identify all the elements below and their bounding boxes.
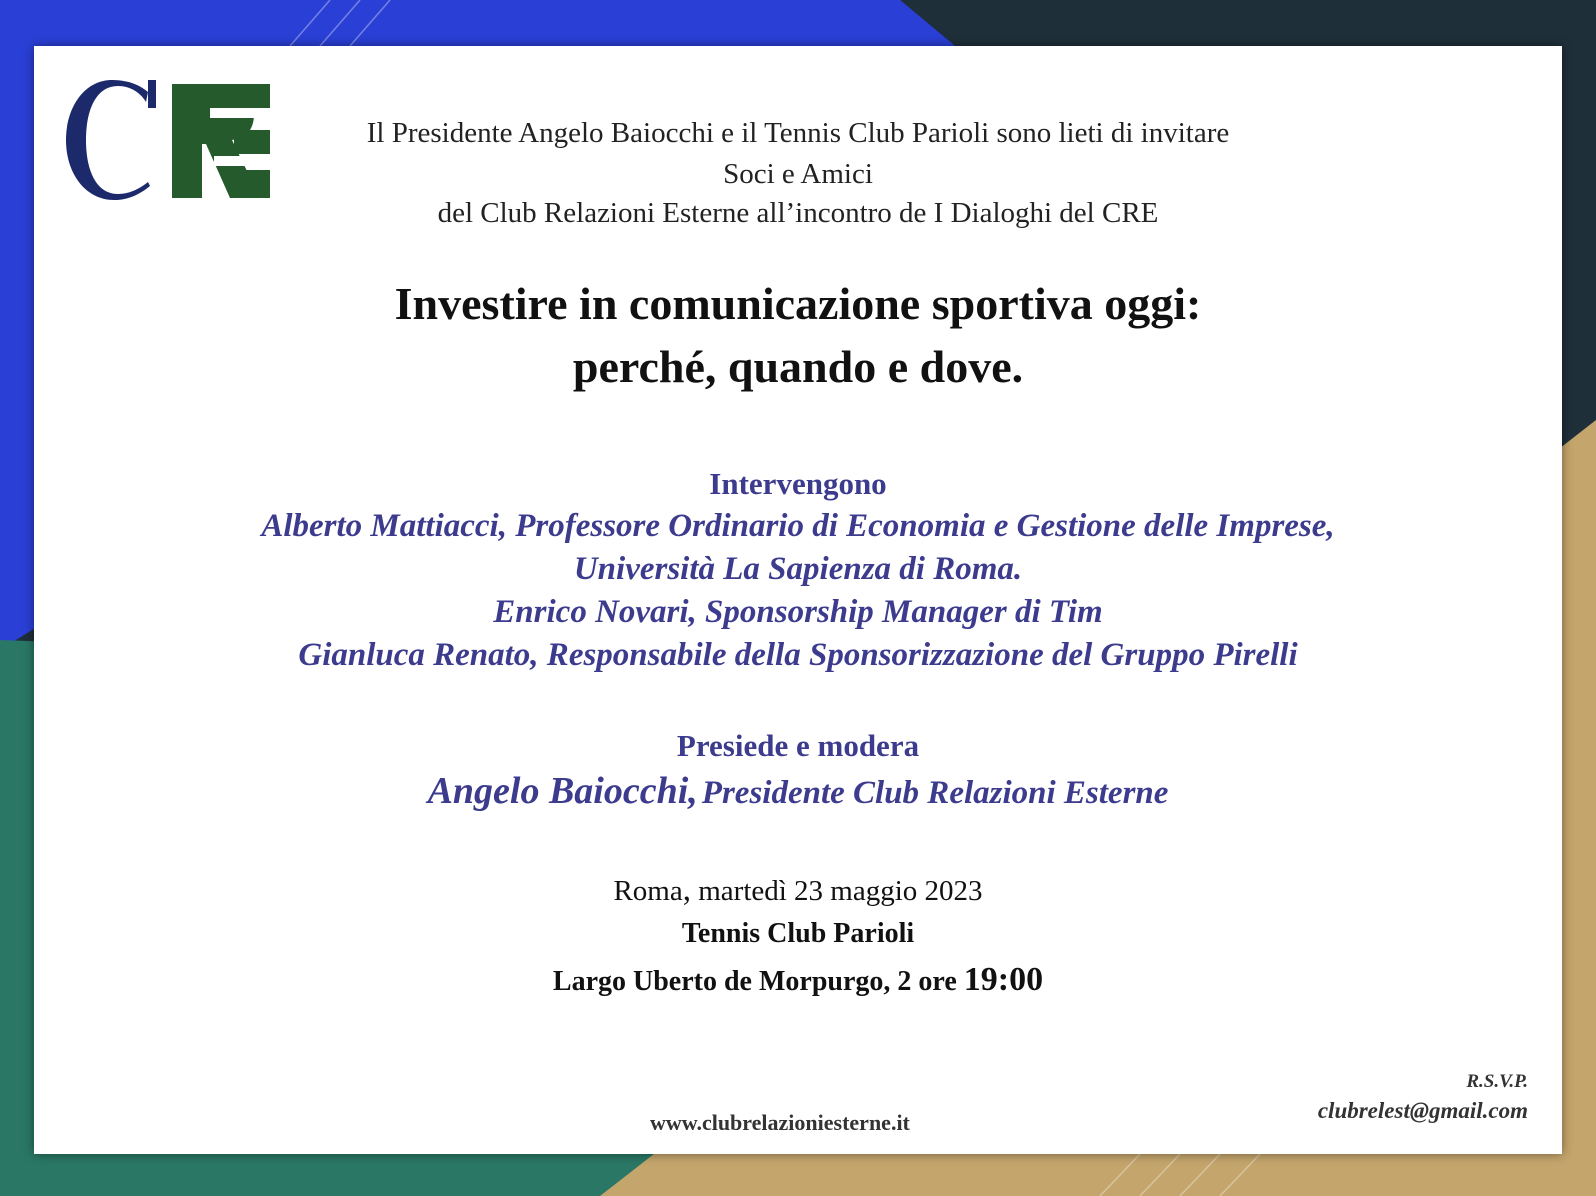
title-line-2: perché, quando e dove. [572,341,1024,392]
moderator-role: Presidente Club Relazioni Esterne [701,775,1169,811]
event-date-line [34,870,1562,911]
rsvp-block [1318,1068,1528,1126]
intro-line-3: del Club Relazioni Esterne all’incontro de I Dialoghi del CRE [437,197,1159,229]
event-venue: Tennis Club Parioli [681,918,915,949]
intro-line-1: Il Presidente Angelo Baiocchi e il Tennis Club Parioli sono lieti di invitare [366,117,1230,149]
moderator-name: Angelo Baiocchi, [427,770,698,812]
rsvp-email[interactable]: clubrelest@gmail.com [1317,1098,1528,1123]
event-title [34,272,1562,398]
speakers-section [34,462,1562,677]
event-address-line [34,957,1562,1005]
event-details [34,870,1562,1005]
speaker-line-3: Enrico Novari, Sponsorship Manager di Tim [493,594,1103,630]
moderator-heading: Presiede e modera [676,728,920,763]
invitation-intro [34,114,1562,230]
speaker-line-4: Gianluca Renato, Responsabile della Sponsorizzazione del Gruppo Pirelli [298,637,1298,673]
rsvp-label: R.S.V.P. [1466,1071,1528,1092]
speaker-line-2: Università La Sapienza di Roma. [573,551,1023,587]
moderator-section [34,726,1562,824]
event-city: Roma [613,875,683,907]
speakers-heading: Intervengono [709,466,887,501]
event-date: martedì 23 maggio 2023 [698,875,983,907]
intro-line-2: Soci e Amici [723,158,873,190]
event-address: Largo Uberto de Morpurgo, 2 ore [552,966,957,997]
title-line-1: Investire in comunicazione sportiva oggi: [394,278,1202,329]
invitation-card [34,46,1562,1154]
website-link[interactable]: www.clubrelazioniesterne.it [650,1110,910,1135]
speaker-line-1: Alberto Mattiacci, Professore Ordinario di Economia e Gestione delle Imprese, [261,508,1335,544]
event-time: 19:00 [963,961,1044,998]
moderator-line [34,766,1562,824]
event-comma: , [682,872,691,908]
